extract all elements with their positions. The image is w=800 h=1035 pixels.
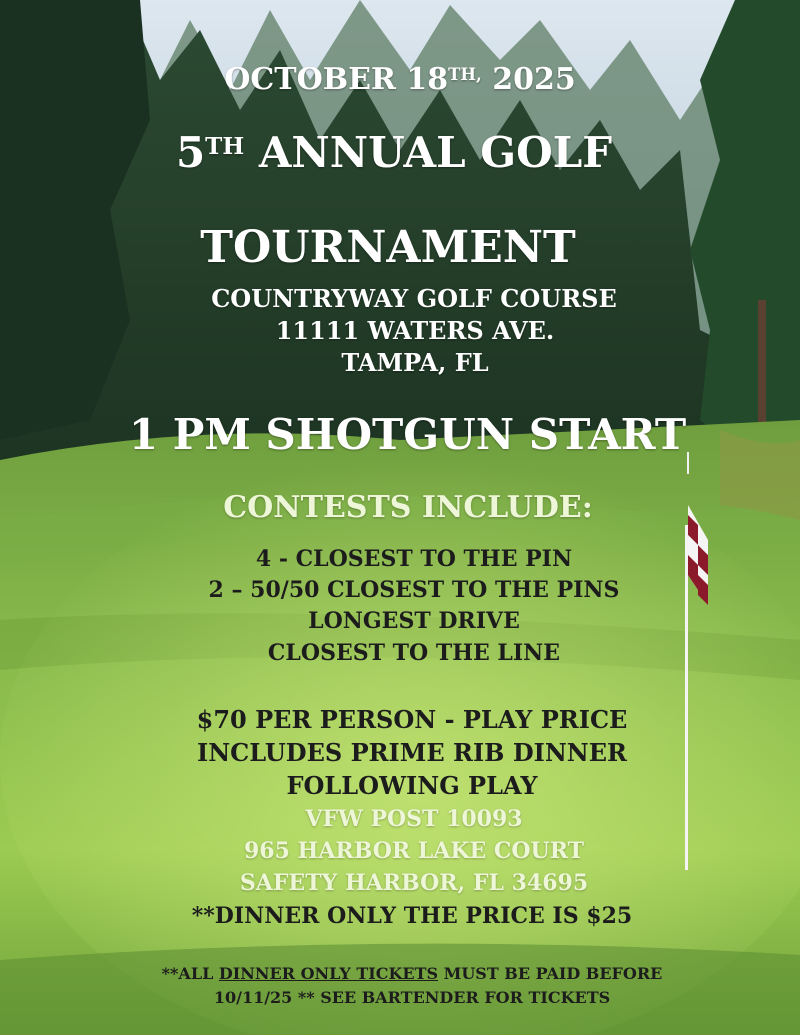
date-year: 2025 <box>492 62 576 97</box>
venue-street: 11111 WATERS AVE. <box>275 316 555 345</box>
price-line: $70 PER PERSON - PLAY PRICE <box>196 705 628 734</box>
contest-item: LONGEST DRIVE <box>308 608 520 634</box>
contests-heading: CONTESTS INCLUDE: <box>223 490 593 525</box>
title-line1-rest: ANNUAL GOLF <box>258 128 613 177</box>
dinner-venue-city: SAFETY HARBOR, FL 34695 <box>239 870 589 896</box>
ticket-notice-line2: 10/11/25 ** SEE BARTENDER FOR TICKETS <box>213 988 611 1007</box>
ticket-notice-line1 <box>24 962 800 986</box>
venue-name: COUNTRYWAY GOLF COURSE <box>211 284 617 313</box>
event-date <box>0 62 800 97</box>
notice-prefix: **ALL <box>161 964 219 983</box>
venue-city: TAMPA, FL <box>341 348 489 377</box>
event-title-line2: TOURNAMENT <box>200 222 576 273</box>
dinner-venue-name: VFW POST 10093 <box>305 806 523 832</box>
dinner-only-price: **DINNER ONLY THE PRICE IS $25 <box>191 903 633 929</box>
notice-underlined: DINNER ONLY TICKETS <box>218 964 439 983</box>
contest-item: 4 - CLOSEST TO THE PIN <box>255 546 573 572</box>
date-month-day: OCTOBER 18 <box>224 62 449 97</box>
title-ordinal-number: 5 <box>175 128 206 177</box>
dinner-venue-street: 965 HARBOR LAKE COURT <box>243 838 585 864</box>
price-line: INCLUDES PRIME RIB DINNER <box>197 738 627 767</box>
notice-suffix: MUST BE PAID BEFORE <box>438 964 663 983</box>
contest-item: CLOSEST TO THE LINE <box>267 640 561 666</box>
start-time: 1 PM SHOTGUN START <box>128 410 687 459</box>
title-ordinal-suffix: TH <box>205 133 245 161</box>
date-ordinal: TH, <box>448 64 482 84</box>
event-title-line1 <box>0 128 800 177</box>
price-line: FOLLOWING PLAY <box>286 771 538 800</box>
contest-item: 2 – 50/50 CLOSEST TO THE PINS <box>208 577 620 603</box>
